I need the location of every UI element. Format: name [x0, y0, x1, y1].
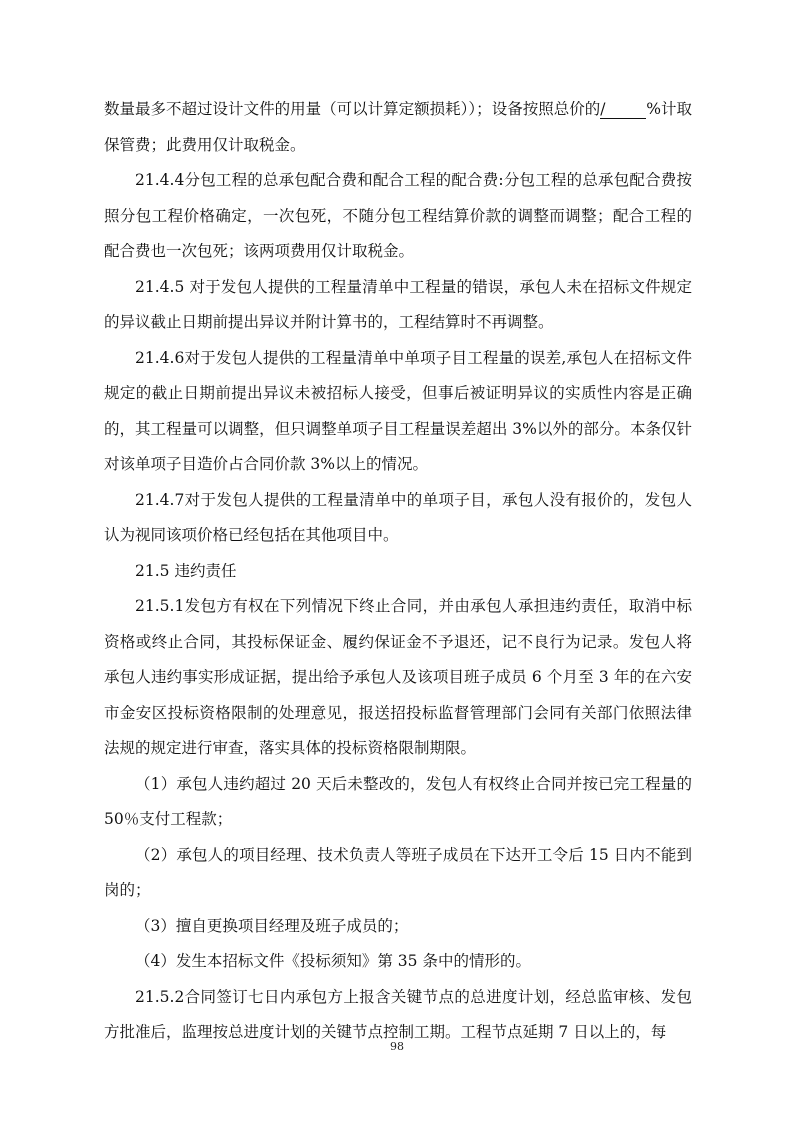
body-text — [104, 92, 692, 1051]
paragraph-21-4-4: 21.4.4分包工程的总承包配合费和配合工程的配合费:分包工程的总承包配合费按照分包工程价格确定，一次包死，不随分包工程结算价款的调整而调整；配合工程的配合费也一次包死；该两项费用仅计取税金。 — [104, 171, 692, 260]
paragraph-21-5-1: 21.5.1发包方有权在下列情况下终止合同，并由承包人承担违约责任，取消中标资格或终止合同，其投标保证金、履约保证金不予退还，记不良行为记录。发包人将承包人违约事实形成证据，提出给予承包人及该项目班子成员 6 个月至 3 年的在六安市金安区投标资格限制的处理意见，报送招投标监督管理部门会同有关部门依照法律法规的规定进行审查，落实具体的投标资格限制期限。 — [104, 597, 692, 757]
section-heading-21-5: 21.5 违约责任 — [135, 561, 237, 580]
page-number: 98 — [390, 1040, 404, 1053]
paragraph-21-5-2: 21.5.2合同签订七日内承包方上报含关键节点的总进度计划，经总监审核、发包方批准后，监理按总进度计划的关键节点控制工期。工程节点延期 7 日以上的，每 — [104, 987, 692, 1041]
paragraph-continuation — [104, 92, 692, 163]
paragraph-text-before: 数量最多不超过设计文件的用量（可以计算定额损耗））；设备按照总价的 — [104, 100, 601, 118]
paragraph-21-4-5: 21.4.5 对于发包人提供的工程量清单中工程量的错误，承包人未在招标文件规定的异议截止日期前提出异议并附计算书的，工程结算时不再调整。 — [104, 277, 692, 331]
fill-in-blank: / — [600, 100, 646, 119]
list-item-2: （2）承包人的项目经理、技术负责人等班子成员在下达开工令后 15 日内不能到岗的； — [104, 845, 692, 899]
paragraph-21-4-6: 21.4.6对于发包人提供的工程量清单中单项子目工程量的误差,承包人在招标文件规定的截止日期前提出异议未被招标人接受，但事后被证明异议的实质性内容是正确的，其工程量可以调整，但只调整单项子目工程量误差超出 3%以外的部分。本条仅针对该单项子目造价占合同价款 3%以上的情况。 — [104, 348, 692, 473]
list-item-1: （1）承包人违约超过 20 天后未整改的，发包人有权终止合同并按已完工程量的50％支付工程款； — [104, 774, 692, 828]
paragraph-21-4-7: 21.4.7对于发包人提供的工程量清单中的单项子目，承包人没有报价的，发包人认为视同该项价格已经包括在其他项目中。 — [104, 490, 692, 544]
paragraph-text-after: %计取保管费；此费用仅计取税金。 — [104, 100, 692, 154]
list-item-4: （4）发生本招标文件《投标须知》第 35 条中的情形的。 — [135, 952, 531, 970]
list-item-3: （3）擅自更换项目经理及班子成员的； — [135, 916, 409, 935]
